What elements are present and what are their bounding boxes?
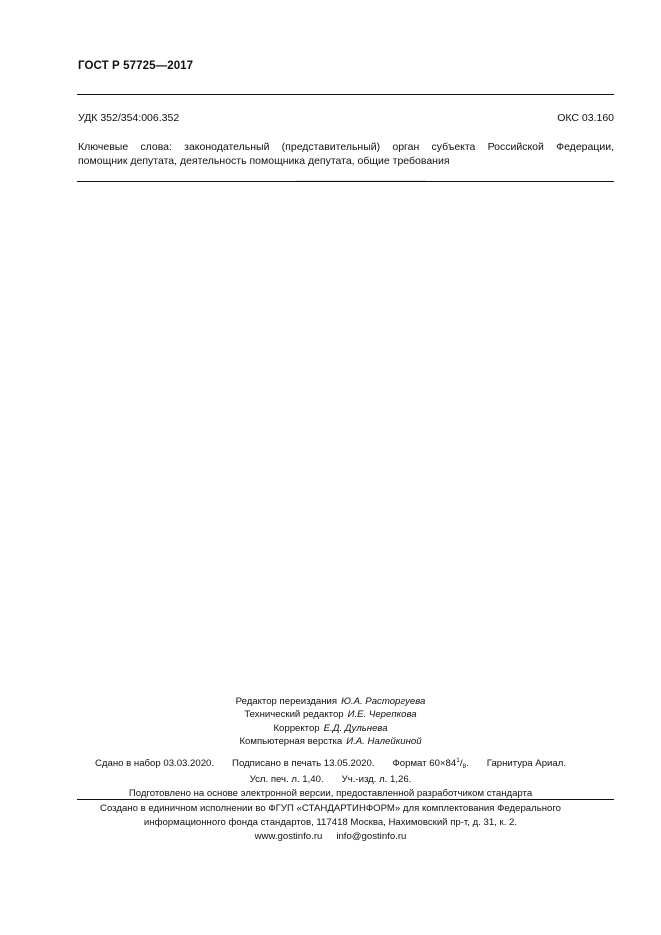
signed-date: Подписано в печать 13.05.2020. bbox=[232, 758, 375, 769]
print-info-line-1 bbox=[0, 754, 661, 773]
keywords-line-1: Ключевые слова: законодательный (представительный) орган субъекта Российской Федерации, bbox=[78, 141, 614, 153]
paper-format: Формат $60\times 84^1/_8$. bbox=[392, 757, 469, 770]
submitted-date: Сдано в набор 03.03.2020. bbox=[94, 758, 215, 769]
print-information bbox=[0, 754, 661, 800]
udk-code: УДК 352/354:006.352 bbox=[78, 112, 180, 124]
header-divider bbox=[77, 94, 614, 95]
print-info-line-2 bbox=[0, 773, 661, 786]
credit-role: Редактор переиздания bbox=[235, 696, 338, 707]
keywords-line-2: помощник депутата, деятельность помощника депутата, общие требования bbox=[78, 155, 450, 167]
credit-layout bbox=[0, 735, 661, 748]
credit-reissue-editor bbox=[0, 695, 661, 708]
credit-proofreader bbox=[0, 722, 661, 735]
keywords-paragraph bbox=[78, 140, 614, 168]
printed-sheets: Усл. печ. л. 1,40. bbox=[249, 774, 324, 786]
credit-role: Компьютерная верстка bbox=[239, 736, 343, 748]
footer-line-1: Создано в единичном исполнении во ФГУП «СТАНДАРТИНФОРМ» для комплектования Федерального bbox=[100, 803, 561, 814]
footer-contacts bbox=[0, 830, 661, 844]
footer-line-2: информационного фонда стандартов, 117418 Москва, Нахимовский пр-т, д. 31, к. 2. bbox=[143, 817, 518, 828]
credit-technical-editor bbox=[0, 708, 661, 721]
credit-role: Технический редактор bbox=[244, 709, 344, 721]
typeface: Гарнитура Ариал. bbox=[486, 758, 567, 769]
website-link[interactable]: www.gostinfo.ru bbox=[254, 831, 323, 842]
credit-name: И.Е. Черепкова bbox=[347, 709, 417, 721]
credit-name: Е.Д. Дульнева bbox=[323, 722, 388, 734]
document-title: ГОСТ Р 57725—2017 bbox=[78, 60, 194, 72]
credit-name: И.А. Налейкиной bbox=[346, 736, 422, 748]
oks-code: ОКС 03.160 bbox=[557, 112, 614, 124]
publisher-footer bbox=[0, 802, 661, 844]
keywords-divider bbox=[77, 181, 614, 182]
credit-name: Ю.А. Расторгуева bbox=[341, 696, 426, 707]
footer-divider bbox=[77, 799, 614, 800]
editorial-credits bbox=[0, 695, 661, 749]
credit-role: Корректор bbox=[273, 722, 320, 734]
email-link[interactable]: info@gostinfo.ru bbox=[336, 831, 407, 842]
print-info-line-3: Подготовлено на основе электронной версии, предоставленной разработчиком стандарта bbox=[128, 787, 533, 799]
publisher-sheets: Уч.-изд. л. 1,26. bbox=[341, 774, 412, 786]
